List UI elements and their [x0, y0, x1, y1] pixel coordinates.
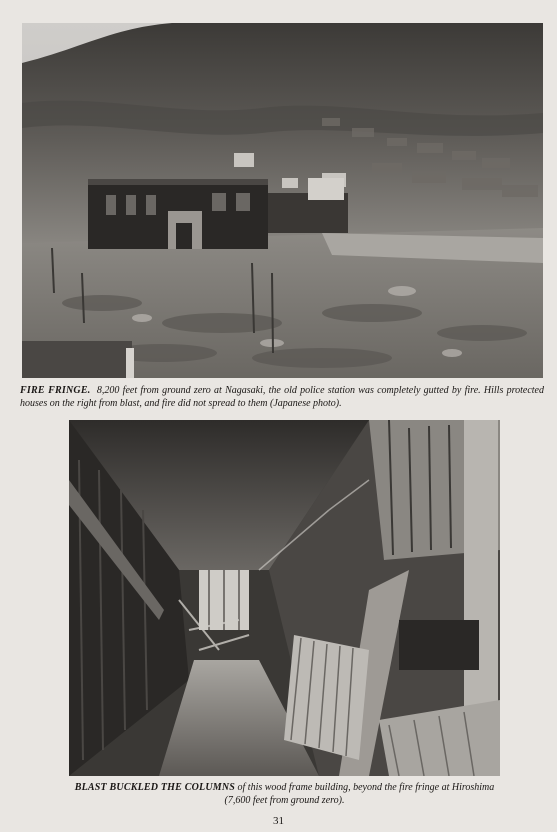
caption-lead: FIRE FRINGE.: [20, 385, 91, 396]
caption-fire-fringe: [20, 384, 544, 410]
photo-nagasaki-police-station: [22, 23, 543, 378]
caption-body: of this wood frame building, beyond the fire fringe at Hiroshima (7,600 feet from ground zero).: [224, 782, 495, 806]
photo-hiroshima-wood-frame: [69, 420, 500, 776]
photo-hiroshima-illustration: [69, 420, 500, 776]
page-number: 31: [273, 815, 284, 827]
caption-blast-buckled: [67, 781, 502, 807]
caption-lead: BLAST BUCKLED THE COLUMNS: [74, 782, 236, 793]
caption-body: 8,200 feet from ground zero at Nagasaki, the old police station was completely gutted by fire. Hills protected houses on the right from blast, and fire did not spread to them (Japanese photo).: [20, 385, 544, 409]
photo-nagasaki-illustration: [22, 23, 543, 378]
